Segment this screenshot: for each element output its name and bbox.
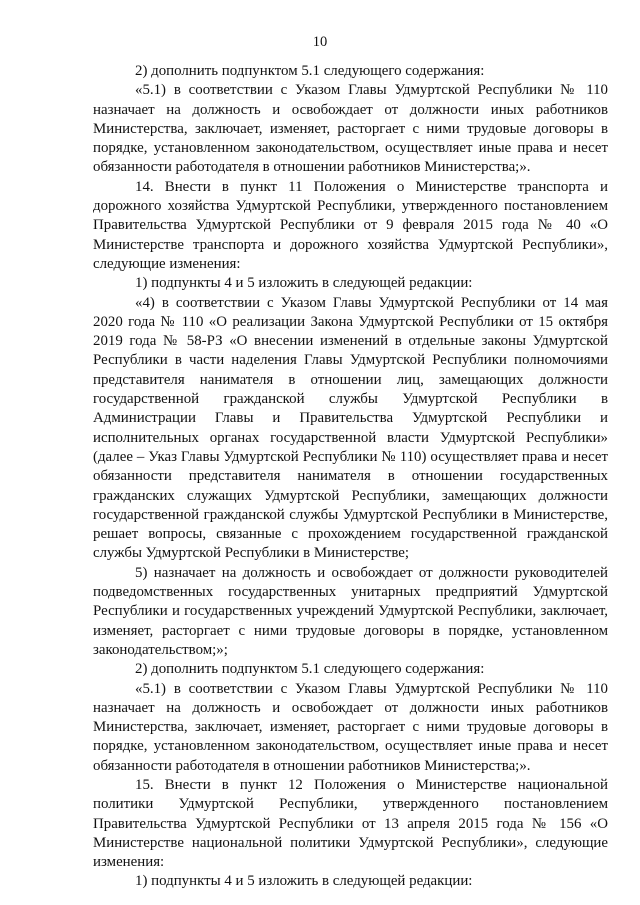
paragraph-subpoint-5-1-text-second: «5.1) в соответствии с Указом Главы Удмуртской Республики № 110 назначает на должность и освобождает от должности иных работников Министерства, заключает, изменяет, расторгает с ними трудовые договоры в порядке, установленном законодательством, осуществляет иные права и несет обязанности работодателя в отношении работников Министерства;». xyxy=(93,680,608,774)
page-number: 10 xyxy=(312,34,328,50)
paragraph-item-14: 14. Внести в пункт 11 Положения о Министерстве транспорта и дорожного хозяйства Удмуртской Республики, утвержденного постановлением Правительства Удмуртской Республики от 9 февраля 2015 года № 40 «О Министерстве транспорта и дорожного хозяйства Удмуртской Республики», следующие изменения: xyxy=(93,178,608,272)
paragraph-subpoint-5-text: 5) назначает на должность и освобождает от должности руководителей подведомственных государственных унитарных предприятий Удмуртской Республики и государственных учреждений Удмуртской Республики, заключает, изменяет, расторгает с ними трудовые договоры в порядке, установленном законодательством;»; xyxy=(93,564,608,658)
paragraph-subpoints-4-5-intro-second: 1) подпункты 4 и 5 изложить в следующей редакции: xyxy=(135,873,473,890)
paragraph-add-subpoint-5-1-second: 2) дополнить подпунктом 5.1 следующего содержания: xyxy=(135,661,485,678)
paragraph-subpoint-4-text: «4) в соответствии с Указом Главы Удмуртской Республики от 14 мая 2020 года № 110 «О реализации Закона Удмуртской Республики от 15 октября 2019 года № 58-РЗ «О внесении изменений в отдельные законы Удмуртской Республики в части наделения Главы Удмуртской Республики полномочиями представителя нанимателя в отношении лиц, замещающих должности государственной гражданской службы Удмуртской Республики в Администрации Главы и Правительства Удмуртской Республики и исполнительных органах государственной власти Удмуртской Республики» (далее – Указ Главы Удмуртской Республики № 110) осуществляет права и несет обязанности представителя нанимателя в отношении государственных гражданских служащих Удмуртской Республики, замещающих должности государственной гражданской службы Удмуртской Республики в Министерстве, решает вопросы, связанные с прохождением государственной гражданской службы Удмуртской Республики в Министерстве; xyxy=(93,294,608,562)
paragraph-add-subpoint-5-1: 2) дополнить подпунктом 5.1 следующего содержания: xyxy=(135,63,485,79)
paragraph-subpoints-4-5-intro: 1) подпункты 4 и 5 изложить в следующей редакции: xyxy=(135,275,473,292)
paragraph-subpoint-5-1-text: «5.1) в соответствии с Указом Главы Удмуртской Республики № 110 назначает на должность и освобождает от должности иных работников Министерства, заключает, изменяет, расторгает с ними трудовые договоры в порядке, установленном законодательством, осуществляет иные права и несет обязанности работодателя в отношении работников Министерства;». xyxy=(93,82,608,176)
document-body xyxy=(93,62,608,892)
paragraph-item-15: 15. Внести в пункт 12 Положения о Министерстве национальной политики Удмуртской Республики, утвержденного постановлением Правительства Удмуртской Республики от 13 апреля 2015 года № 156 «О Министерстве национальной политики Удмуртской Республики», следующие изменения: xyxy=(93,776,608,871)
